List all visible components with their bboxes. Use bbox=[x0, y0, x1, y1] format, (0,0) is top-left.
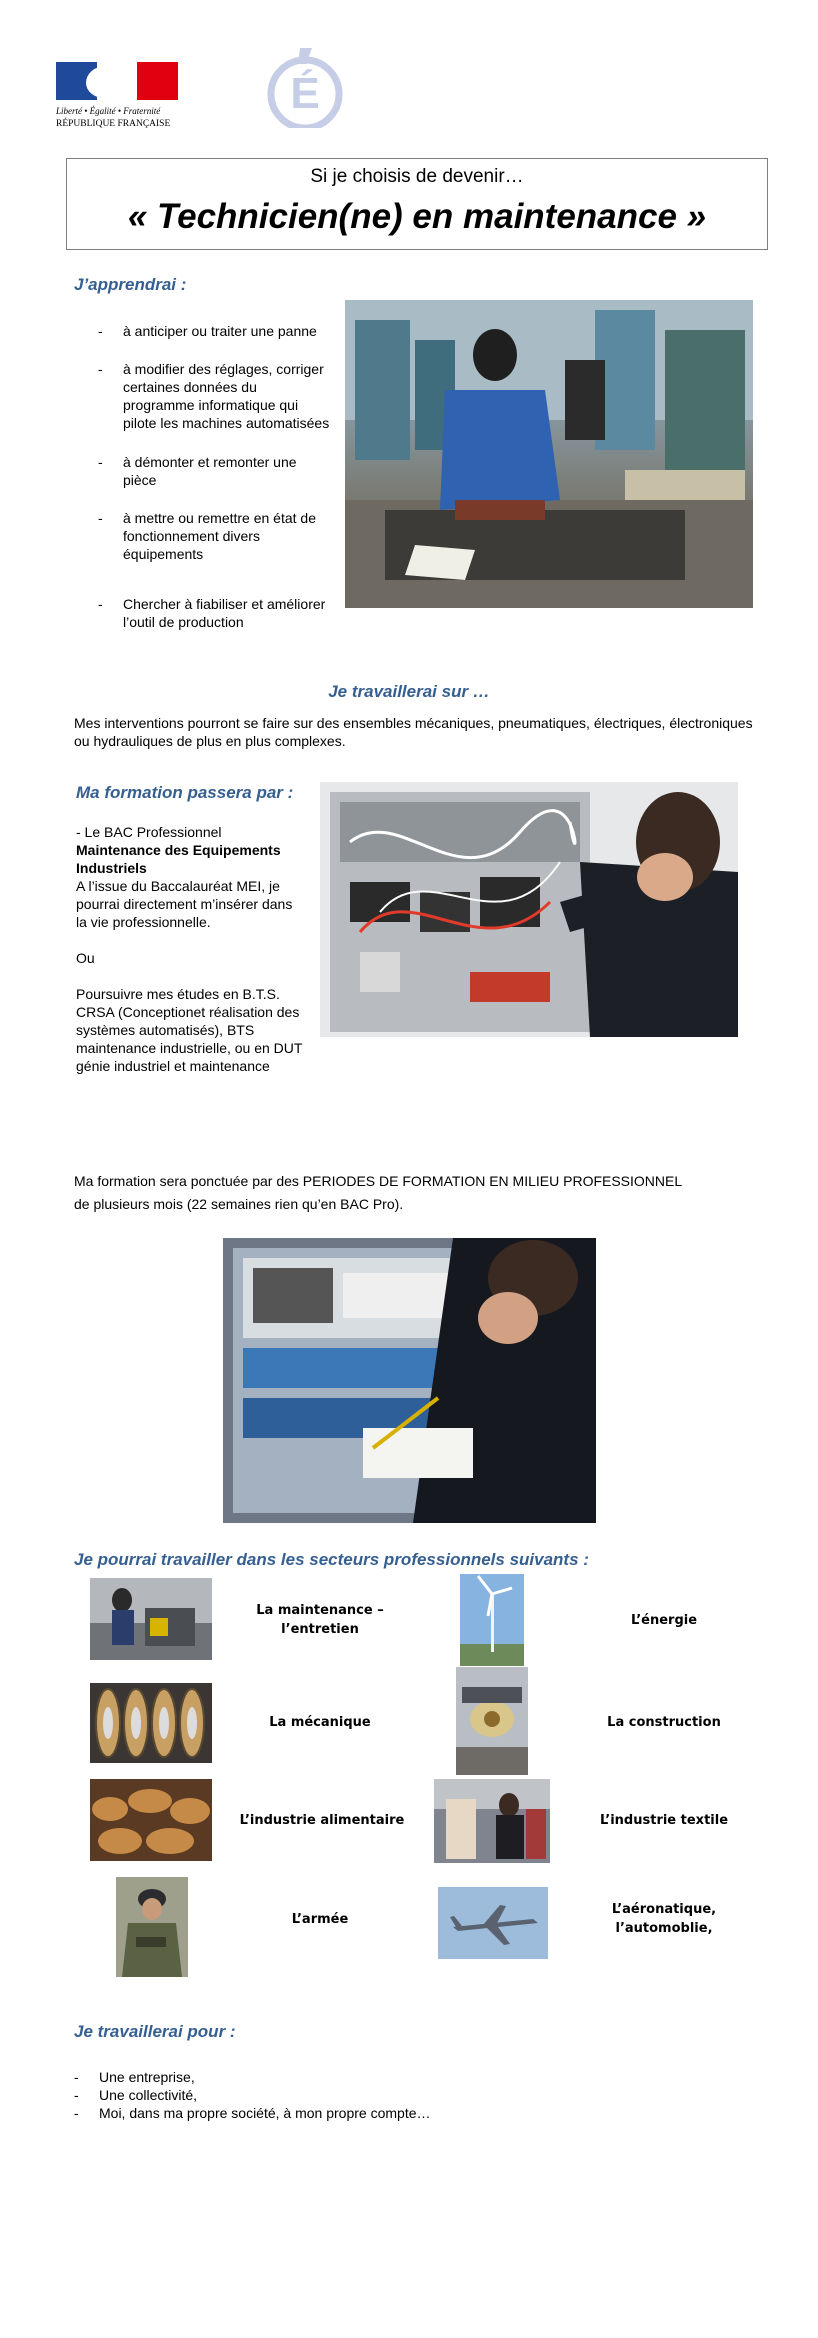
title-box bbox=[66, 158, 768, 250]
learn-item: - à démonter et remonter une pièce bbox=[98, 453, 330, 489]
employer-item: - Une collectivité, bbox=[74, 2086, 674, 2104]
republique-francaise-logo bbox=[56, 62, 178, 138]
bac-name: Maintenance des Equipements Industriels bbox=[76, 842, 281, 876]
sector-mechanics-image bbox=[90, 1683, 212, 1763]
sector-label: L’industrie alimentaire bbox=[239, 1813, 405, 1828]
sector-textile-image bbox=[434, 1779, 550, 1863]
title-intro: Si je choisis de devenir… bbox=[310, 166, 524, 187]
work-on-text: Mes interventions pourront se faire sur des ensembles mécaniques, pneumatiques, électriques, électroniques ou hydrauliques de plus en plus complexes. bbox=[74, 715, 753, 749]
sector-food-industry-image bbox=[90, 1779, 212, 1861]
training-heading: Ma formation passera par : bbox=[76, 783, 294, 802]
training-block bbox=[76, 823, 306, 1075]
sector-label: L’énergie bbox=[630, 1613, 698, 1628]
bac-line: - Le BAC Professionnel Maintenance des Equipements Industriels bbox=[76, 824, 281, 876]
learn-item: - à anticiper ou traiter une panne bbox=[98, 322, 330, 340]
marianne-flag bbox=[56, 62, 178, 100]
or-text: Ou bbox=[76, 950, 95, 966]
learn-item: - Chercher à fiabiliser et améliorer l’outil de production bbox=[98, 595, 330, 631]
logo-letter: É bbox=[290, 69, 320, 118]
sector-label: L’aéronatique, l’automoblie, bbox=[611, 1902, 717, 1936]
internship-line-1: Ma formation sera ponctuée par des PERIODES DE FORMATION EN MILIEU PROFESSIONNEL bbox=[74, 1173, 683, 1189]
workshop-technician-photo bbox=[345, 300, 753, 608]
sector-aeronautics-image bbox=[438, 1887, 548, 1959]
employer-item: - Moi, dans ma propre société, à mon propre compte… bbox=[74, 2104, 674, 2122]
employer-item: - Une entreprise, bbox=[74, 2068, 674, 2086]
sector-energy-image bbox=[460, 1574, 524, 1666]
sector-label: L’industrie textile bbox=[599, 1813, 729, 1828]
wiring-student-photo bbox=[320, 782, 738, 1037]
education-nationale-logo bbox=[264, 42, 346, 128]
internship-line-2: de plusieurs mois (22 semaines rien qu’en BAC Pro). bbox=[74, 1196, 404, 1212]
republic-motto: Liberté • Égalité • Fraternité bbox=[56, 106, 161, 116]
sector-label: La construction bbox=[607, 1715, 721, 1730]
sector-label: L’armée bbox=[291, 1912, 349, 1927]
sectors-heading: Je pourrai travailler dans les secteurs professionnels suivants : bbox=[74, 1550, 589, 1569]
sector-maintenance-image bbox=[90, 1578, 212, 1660]
sector-construction-image bbox=[456, 1667, 528, 1775]
learn-list bbox=[98, 322, 330, 631]
learn-item: - à mettre ou remettre en état de fonctionnement divers équipements bbox=[98, 509, 330, 563]
page-title: « Technicien(ne) en maintenance » bbox=[127, 197, 707, 236]
further-studies-text: Poursuivre mes études en B.T.S. CRSA (Conceptionet réalisation des systèmes automatisés), BTS maintenance industrielle, ou en DUT génie industriel et maintenance bbox=[76, 986, 303, 1074]
after-bac-text: A l’issue du Baccalauréat MEI, je pourrai directement m’insérer dans la vie professionnelle. bbox=[76, 878, 293, 930]
sector-army-image bbox=[116, 1877, 188, 1977]
employers-list bbox=[74, 2068, 674, 2122]
learn-heading: J’apprendrai : bbox=[74, 275, 187, 294]
learn-item: - à modifier des réglages, corriger certaines données du programme informatique qui pilote les machines automatisées bbox=[98, 360, 330, 432]
sector-label: La maintenance – l’entretien bbox=[256, 1603, 384, 1637]
republic-name: RÉPUBLIQUE FRANÇAISE bbox=[56, 119, 171, 129]
employers-heading: Je travaillerai pour : bbox=[74, 2022, 236, 2041]
sector-label: La mécanique bbox=[269, 1715, 371, 1730]
control-cabinet-photo bbox=[223, 1238, 596, 1523]
work-on-heading: Je travaillerai sur … bbox=[328, 682, 490, 701]
